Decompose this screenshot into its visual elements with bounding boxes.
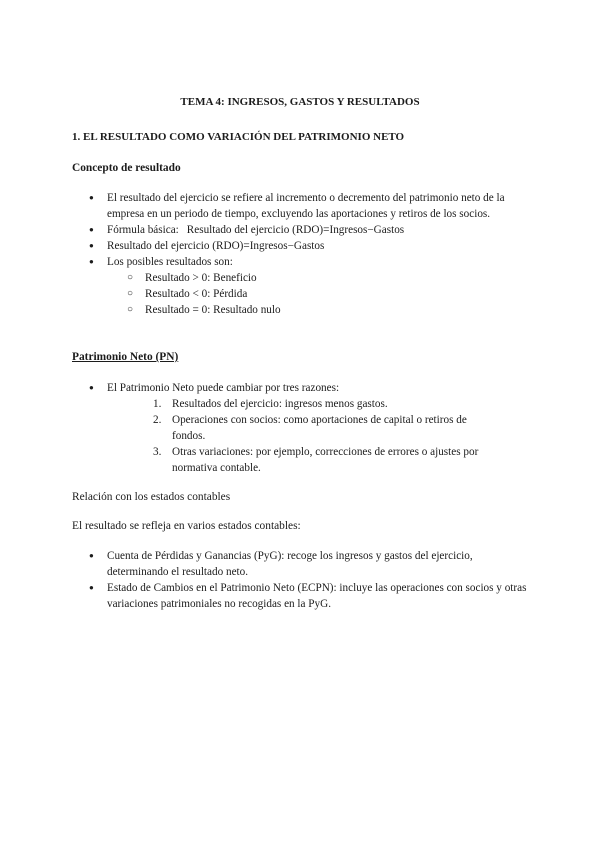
list-item: ● Fórmula básica: Resultado del ejercicio (RDO)=Ingresos−Gastos xyxy=(0,222,527,238)
list-item: ● Estado de Cambios en el Patrimonio Neto (ECPN): incluye las operaciones con socios y otras variaciones patrimoniales no recogidas en la PyG. xyxy=(0,580,527,612)
patrimonio-heading: Patrimonio Neto (PN) xyxy=(72,351,179,363)
section-heading: 1. EL RESULTADO COMO VARIACIÓN DEL PATRIMONIO NETO xyxy=(72,131,405,143)
relacion-heading: Relación con los estados contables xyxy=(72,491,231,503)
patrimonio-bullet-list xyxy=(0,380,600,396)
sub-list-item: ○ Resultado = 0: Resultado nulo xyxy=(0,302,525,318)
list-item: ● Resultado del ejercicio (RDO)=Ingresos−Gastos xyxy=(0,238,527,254)
concepto-bullet-list xyxy=(0,190,600,318)
relacion-bullet-list xyxy=(0,548,600,612)
relacion-intro: El resultado se refleja en varios estados contables: xyxy=(72,520,301,532)
list-item: ● Los posibles resultados son: xyxy=(0,254,527,270)
numbered-item: 3. Otras variaciones: por ejemplo, correcciones de errores o ajustes por normativa contable. xyxy=(153,446,479,474)
numbered-item: 1. Resultados del ejercicio: ingresos menos gastos. xyxy=(153,398,388,410)
patrimonio-numbered-list xyxy=(0,396,600,476)
concepto-heading: Concepto de resultado xyxy=(72,162,181,174)
numbered-item: 2. Operaciones con socios: como aportaciones de capital o retiros de fondos. xyxy=(153,414,467,442)
sub-list-item: ○ Resultado > 0: Beneficio xyxy=(0,270,525,286)
document-title: TEMA 4: INGRESOS, GASTOS Y RESULTADOS xyxy=(180,96,420,108)
sub-list-item: ○ Resultado < 0: Pérdida xyxy=(0,286,525,302)
list-item: ● El Patrimonio Neto puede cambiar por tres razones: xyxy=(0,380,527,396)
list-item: ● El resultado del ejercicio se refiere al incremento o decremento del patrimonio neto de la empresa en un periodo de tiempo, excluyendo las aportaciones y retiros de los socios. xyxy=(0,190,527,222)
list-item: ● Cuenta de Pérdidas y Ganancias (PyG): recoge los ingresos y gastos del ejercicio, determinando el resultado neto. xyxy=(0,548,527,580)
